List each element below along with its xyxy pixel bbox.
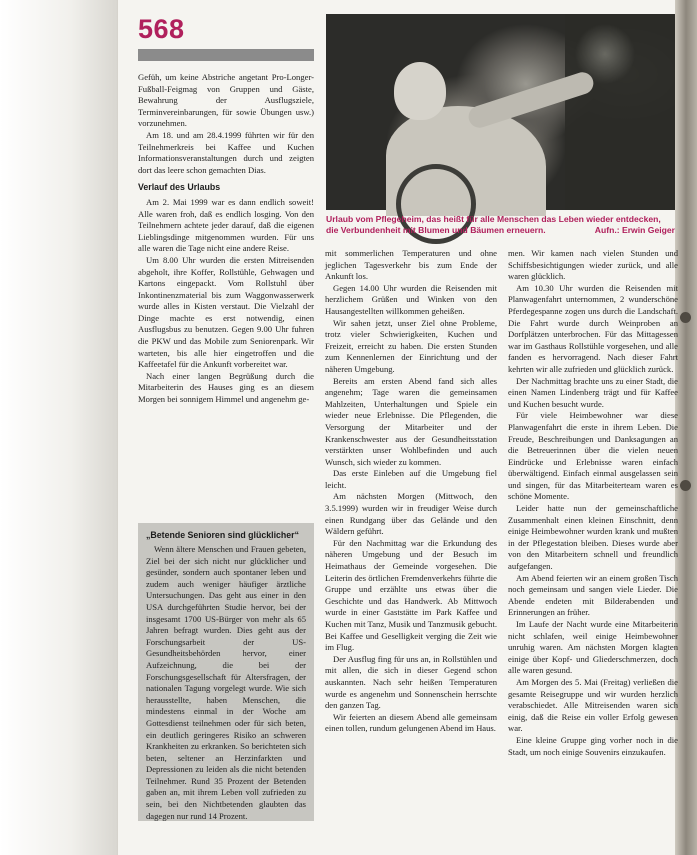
paragraph: men. Wir kamen nach vielen Stunden und Schiffsbesichtigungen wieder zurück, und alle waren glücklich.: [508, 248, 678, 282]
previous-page-edge: [0, 0, 118, 855]
box-title: „Betende Senioren sind glücklicher“: [146, 530, 300, 540]
paragraph: Am 18. und am 28.4.1999 führten wir für den Teilnehmerkreis bei Kaffee und Kuchen Informationsveranstaltungen durch und zeigten dort das leere schon gemachten Dias.: [138, 129, 314, 175]
paragraph: Bereits am ersten Abend fand sich alles angenehm; Tage waren die gemeinsamen Mahlzeiten, Unterhaltungen und Spiele ein wieder neue Erlebnisse. Die Pflegenden, die Versorgung der Mitarbeiter und der Krankenschwester aus der Gesundheitsstation verstärkten unser Wohlbefinden und auch Wunsch, sich wieder zu kommen.: [325, 375, 497, 467]
paragraph: Am Abend feierten wir an einem großen Tisch noch gemeinsam und sangen viele Lieder. Die Abende endeten mit Bilderabenden und Erinnerungen an früher.: [508, 572, 678, 618]
sidebar-box: [138, 523, 314, 821]
paragraph: Wir feierten an diesem Abend alle gemeinsam einen tollen, rundum gelungenen Abend im Haus.: [325, 711, 497, 734]
paragraph: Für viele Heimbewohner war diese Planwagenfahrt die erste in ihrem Leben. Die Freude, Beschreibungen und Danksagungen an die Betreuerinnen über die vielen neuen Eindrücke und Erlebnisse waren einfach überwältigend. Einfach einmal ausgelassen sein und singen, für das Mitarbeiterteam waren es schöne Momente.: [508, 410, 678, 502]
column-1: [138, 72, 314, 405]
header-bar: [138, 49, 314, 61]
paragraph: Um 8.00 Uhr wurden die ersten Mitreisenden abgeholt, ihre Koffer, Rollstühle, Gehwagen und Kartons eingepackt. Vom Rollstuhl über Inkontinenzmaterial bis zum Waggonwasserwerk wurde alles in Kisten verstaut. Die Vielzahl der Dinge machte es erst notwendig, einen Ausflugsbus zu benutzen. Gegen 9.00 Uhr fuhren die PKW und das Mobile zum Seniorenpark. Wir warteten, bis alle hier eingetroffen und die Kaffeetafel für die Ankunft vorbereitet war.: [138, 254, 314, 370]
paragraph: Wir sahen jetzt, unser Ziel ohne Probleme, trotz vieler Schwierigkeiten, Kuchen und Freizeit, erreicht zu haben. Die ersten Stunden zum Kennenlernen der Einrichtung und der näheren Umgebung.: [325, 317, 497, 374]
paragraph: Gefüh, um keine Abstriche angetant Pro-Longer-Fußball-Feigmag von Gruppen und Gäste, Bewahrung der Ausflugsziele, Terminvereinbarungen, für sowie Übungen usw.) vorzunehmen.: [138, 72, 314, 129]
paragraph: mit sommerlichen Temperaturen und ohne jeglichen Tagesverkehr bis zum Ende der Ankunft los.: [325, 248, 497, 282]
paragraph: Für den Nachmittag war die Erkundung des näheren Umgebung und der Besuch im Heimathaus der Gemeinde vorgesehen. Die Leiterin des örtlichen Fremdenverkehrs führte die Gruppe und erzählte uns etwas über die Geschichte und das Handwerk. Ab Mittwoch wurde in einer Gaststätte im Park Kaffee und Kuchen mit Tanz, Musik und Tanzmusik gebucht. Bei Kaffee und Geselligkeit verging die Zeit wie im Flug.: [325, 537, 497, 653]
column-2: [325, 248, 497, 848]
photo-woman-with-flowers: [326, 14, 675, 210]
caption-text: Urlaub vom Pflegeheim, das heißt für alle Menschen das Leben wieder entdecken, die Verbundenheit mit Blumen und Bäumen erneuern.: [326, 214, 661, 235]
paragraph: Der Nachmittag brachte uns zu einer Stadt, die einen Namen Lindenberg trägt und für Kaffee und Kuchen besucht wurde.: [508, 375, 678, 409]
binding-hole-icon: [680, 312, 691, 323]
photo-credit: Aufn.: Erwin Geiger: [594, 225, 675, 235]
paragraph: Leider hatte nun der gemeinschaftliche Zusammenhalt einen kleinen Einschnitt, denn einige Heimbewohner wurden krank und mußten in der Pflegestation bleiben. Dieses wurde aber von den Mitarbeitern schnell und freundlich aufgefangen.: [508, 503, 678, 572]
box-text: Wenn ältere Menschen und Frauen gebeten, Ziel bei der sich nicht nur glücklicher und gesünder, sondern auch spontaner leben und zudem auch weniger häufiger ärztliche Untersuchungen. Das geht aus einer in den USA durchgeführten Studie hervor, bei der insgesamt 1700 US-Bürger von mehr als 65 Jahren befragt wurden. Dies geht aus der Forschungsarbeit der US-Gesundheitsbehörden hervor, einer Aufzeichnung, die bei der Forschungsgesellschaft für Altersfragen, der nationalen Tagung vorgelegt wurde. Wie sich herausstellte, haben Menschen, die mindestens einmal in der Woche am Gottesdienst teilnehmen oder für sich beten, ein deutlich geringeres Risiko an schweren Krankheiten zu erkranken. So berichteten sich beten, seltener an Herzinfarkten und Depressionen zu leiden als die nicht betenden Teilnehmer. Rund 35 Prozent der Betenden gaben an, mit ihrem Leben voll zufrieden zu sein, bei den Nichtbetenden glaubten das dagegen nur rund 14 Prozent.: [146, 544, 306, 821]
paragraph: Gegen 14.00 Uhr wurden die Reisenden mit herzlichem Grüßen und Winken von den Hausangestellten willkommen geheißen.: [325, 282, 497, 316]
paragraph: Am Morgen des 5. Mai (Freitag) verließen die gesamte Reisegruppe und wir wurden herzlich verabschiedet. Alle Mitreisenden waren sich einig, daß die Reise ein voller Erfolg gewesen war.: [508, 676, 678, 734]
photo-foliage: [565, 14, 675, 210]
section-heading: Verlauf des Urlaubs: [138, 182, 221, 193]
page-number: 568: [138, 14, 185, 44]
photo-caption: [326, 214, 675, 236]
paragraph: Nach einer langen Begrüßung durch die Mitarbeiterin des Hauses ging es an diesem Morgen bei sonnigem Himmel und angenehm ge-: [138, 370, 314, 405]
paragraph: Eine kleine Gruppe ging vorher noch in die Stadt, um noch einige Souvenirs einzukaufen.: [508, 734, 678, 757]
column-3: [508, 248, 678, 848]
paragraph: Im Laufe der Nacht wurde eine Mitarbeiterin nicht schlafen, weil einige Heimbewohner unruhig waren. Am nächsten Morgen klagten einige über Kopf- und Gliederschmerzen, doch alle waren gesund.: [508, 619, 678, 676]
binding-hole-icon: [680, 480, 691, 491]
paragraph: Am nächsten Morgen (Mittwoch, den 3.5.1999) wurden wir in freudiger Weise durch einen Rundgang über das Gelände und den Wäldern geführt.: [325, 491, 497, 537]
photo-figure-head: [394, 62, 446, 120]
paragraph: Am 10.30 Uhr wurden die Reisenden mit Planwagenfahrt unternommen, 2 wunderschöne Pferdegespanne zogen uns durch die Landschaft. Die Fahrt wurde durch Weinproben an Dorfplätzen unterbrochen. Für das Mittagessen war im Gasthaus Rollstühle vorgesehen, und alle fanden es hervorragend. Nach dieser Fahrt kehrten wir alle zufrieden und glücklich zurück.: [508, 282, 678, 374]
paragraph: Der Ausflug fing für uns an, in Rollstühlen und mit allen, die sich in dieser Gegend schon auskannten. Nach sehr heißen Temperaturen wurde es angenehm und Sonnenschein herrschte den ganzen Tag.: [325, 653, 497, 711]
binding-edge: [675, 0, 697, 855]
paragraph: Das erste Einleben auf die Umgebung fiel leicht.: [325, 468, 497, 490]
paragraph: Am 2. Mai 1999 war es dann endlich soweit! Alle waren froh, daß es endlich losging. Von den Teilnehmern achtete jeder darauf, daß die eigenen Lieblingsdinge mitgenommen wurden. Für uns alle waren die Tage nicht eine andere Reise.: [138, 196, 314, 254]
